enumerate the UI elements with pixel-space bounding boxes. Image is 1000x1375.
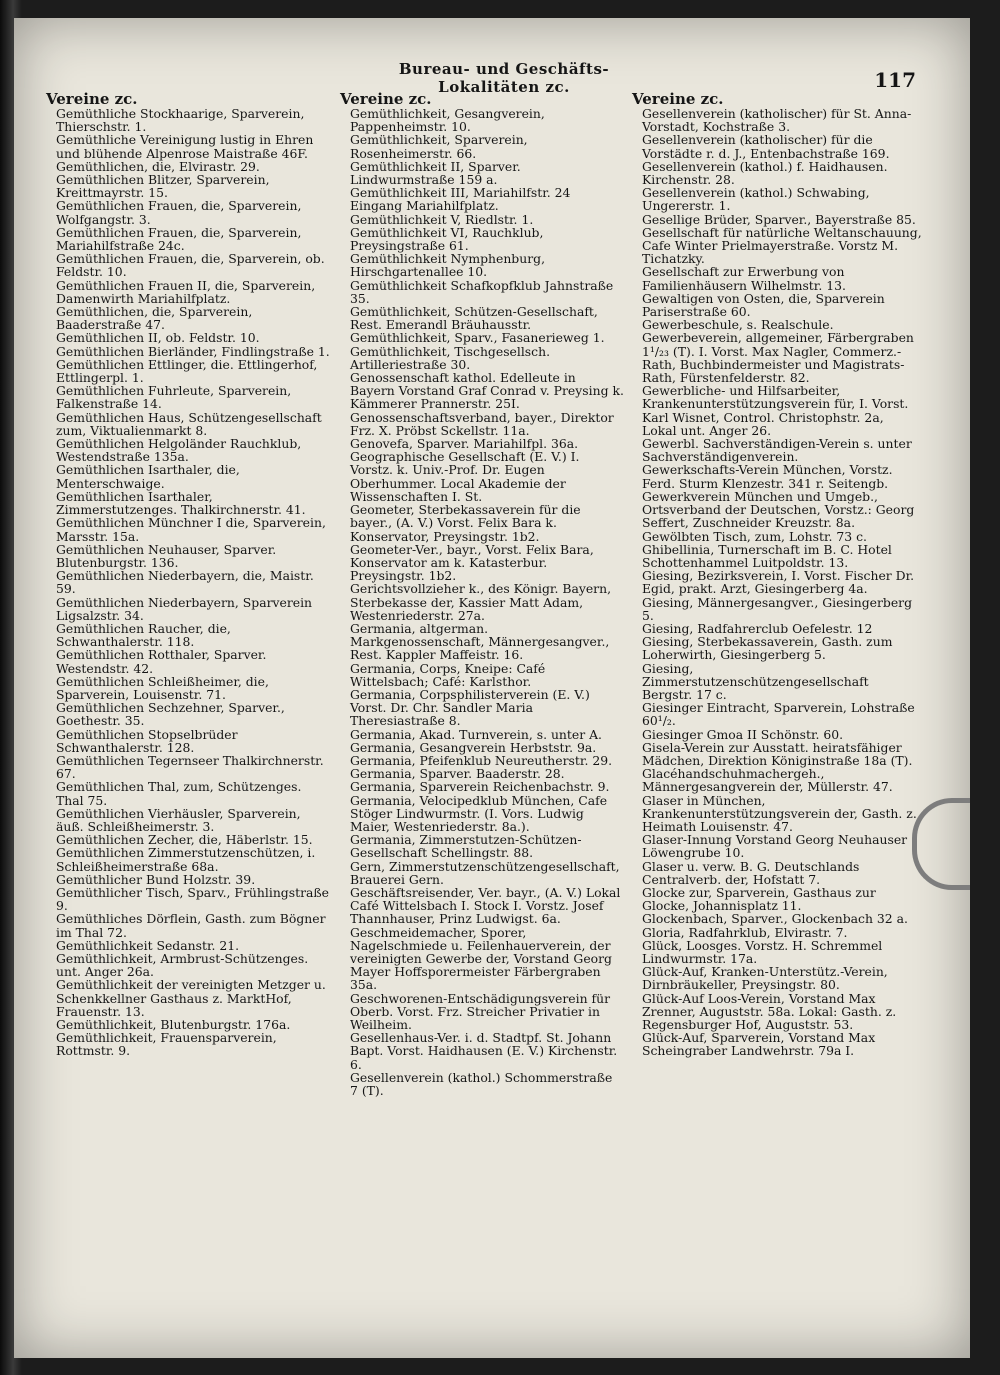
column-3	[632, 92, 922, 1058]
directory-entry: Gemüthlichen, die, Sparverein, Baaderstraße 47.	[56, 304, 253, 333]
directory-entry: Gewerkverein München und Umgeb., Ortsverband der Deutschen, Vorstz.: Georg Seffert, Zuschneider Kreuzstr. 8a.	[642, 488, 915, 531]
directory-entry: Gemüthlichen Tegernseer Thalkirchnerstr. 67.	[56, 752, 324, 782]
directory-entry: Gemüthlichen Rotthaler, Sparver. Westendstr. 42.	[56, 647, 267, 676]
directory-entry: Germania, Zimmerstutzen-Schützen-Gesellschaft Schellingstr. 88.	[350, 832, 582, 861]
directory-entry: Gemüthlichen Zimmerstutzenschützen, i. Schleißheimerstraße 68a.	[56, 845, 316, 874]
directory-entry: Gemüthlichkeit, Sparverein, Rosenheimerstr. 66.	[350, 132, 528, 161]
directory-entry: Geschworenen-Entschädigungsverein für Oberb. Vorst. Frz. Streicher Privatier in Weilheim.	[350, 990, 611, 1033]
directory-entry: Glockenbach, Sparver., Glockenbach 32 a.	[642, 911, 908, 927]
directory-entry: Gemüthlichkeit Nymphenburg, Hirschgartenallee 10.	[350, 251, 546, 280]
directory-entry: Gemüthlicher Tisch, Sparv., Frühlingstraße 9.	[56, 884, 329, 914]
directory-entry: Gemüthlichkeit II, Sparver. Lindwurmstraße 159 a.	[350, 158, 521, 188]
directory-entry: Gemüthlichen Fuhrleute, Sparverein, Falkenstraße 14.	[56, 383, 292, 412]
directory-entry: Glacéhandschuhmachergeh., Männergesangverein der, Müllerstr. 47.	[642, 766, 893, 795]
directory-entry: Gemüthlichkeit, Frauensparverein, Rottmstr. 9.	[56, 1030, 277, 1059]
directory-entry: Gewerbeverein, allgemeiner, Färbergraben 1¹/₂₃ (T). I. Vorst. Max Nagler, Commerz.-Rath, Buchbindermeister und Magistrats-Rath, Fürstenfelderstr. 82.	[642, 330, 914, 386]
directory-entry: Gemüthlichen Haus, Schützengesellschaft zum, Viktualienmarkt 8.	[56, 409, 322, 438]
directory-entry: Gemüthlicher Bund Holzstr. 39.	[56, 871, 256, 887]
directory-entry: Gemüthlichen, die, Elvirastr. 29.	[56, 158, 260, 174]
directory-entry: Genossenschaftsverband, bayer., Direktor Frz. X. Pröbst Sckellstr. 11a.	[350, 409, 614, 438]
directory-entry: Gesellenverein (kathol.) Schwabing, Ungererstr. 1.	[642, 185, 870, 214]
directory-entry: Gemüthlichen Frauen, die, Sparverein, Mariahilfstraße 24c.	[56, 224, 302, 254]
directory-entry: Gemüthlichkeit Schafkopfklub Jahnstraße 35.	[350, 277, 614, 306]
directory-entry: Gemüthlichkeit, Sparv., Fasanerieweg 1.	[350, 330, 605, 346]
column-2	[340, 92, 624, 1097]
directory-entry: Germania, Akad. Turnverein, s. unter A.	[350, 726, 602, 742]
directory-entry: Gewaltigen von Osten, die, Sparverein Pariserstraße 60.	[642, 290, 885, 320]
directory-entry: Gemüthliche Vereinigung lustig in Ehren und blühende Alpenrose Maistraße 46F.	[56, 132, 314, 161]
directory-entry: Gemüthlichkeit VI, Rauchklub, Preysingstraße 61.	[350, 224, 544, 254]
directory-entry: Giesing, Männergesangver., Giesingerberg 5.	[642, 594, 913, 623]
directory-entry: Gemüthlichen Münchner I die, Sparverein, Marsstr. 15a.	[56, 515, 326, 544]
directory-entry: Germania, altgerman. Markgenossenschaft, Männergesangver., Rest. Kappler Maffeistr. 16.	[350, 620, 610, 663]
directory-entry: Glück-Auf, Kranken-Unterstütz.-Verein, Dirnbräukeller, Preysingstr. 80.	[642, 964, 888, 993]
directory-entry: Gemüthlichen Frauen, die, Sparverein, Wolfgangstr. 3.	[56, 198, 302, 227]
directory-entry: Geometer, Sterbekassaverein für die bayer., (A. V.) Vorst. Felix Bara k. Konservator, Preysingstr. 1b2.	[350, 502, 581, 544]
directory-entry: Geometer-Ver., bayr., Vorst. Felix Bara, Konservator am k. Katasterbur. Preysingstr. 1b2.	[350, 541, 594, 584]
directory-entry: Gemüthlichen Bierländer, Findlingstraße 1.	[56, 343, 330, 359]
directory-entry: Gewerbliche- und Hilfsarbeiter, Krankenunterstützungsverein für, I. Vorst. Karl Wisnet, Control. Christophstr. 2a, Lokal unt. Anger 26.	[642, 383, 909, 438]
directory-entry: Gesellenverein (katholischer) für St. Anna-Vorstadt, Kochstraße 3.	[642, 106, 912, 135]
directory-entry: Ghibellinia, Turnerschaft im B. C. Hotel Schottenhammel Luitpoldstr. 13.	[642, 541, 892, 570]
directory-entry: Giesing, Bezirksverein, I. Vorst. Fischer Dr. Egid, prakt. Arzt, Giesingerberg 4a.	[642, 568, 915, 597]
directory-entry: Giesinger Eintracht, Sparverein, Lohstraße 60¹/₂.	[642, 700, 915, 729]
directory-entry: Gemüthlichen Isarthaler, die, Menterschwaige.	[56, 462, 240, 491]
directory-entry: Gemüthliches Dörflein, Gasth. zum Bögner im Thal 72.	[56, 911, 326, 940]
directory-entry: Gemüthlichen Sechzehner, Sparver., Goethestr. 35.	[56, 700, 285, 729]
directory-entry: Gesellenverein (kathol.) Schommerstraße 7 (T).	[350, 1069, 613, 1099]
directory-entry: Gemüthlichen Helgoländer Rauchklub, Westendstraße 135a.	[56, 436, 302, 465]
directory-entry: Gemüthlichen Zecher, die, Häberlstr. 15.	[56, 832, 313, 848]
directory-entry: Glück-Auf Loos-Verein, Vorstand Max Zrenner, Auguststr. 58a. Lokal: Gasth. z. Regensburger Hof, Auguststr. 53.	[642, 990, 897, 1033]
directory-entry: Gewölbten Tisch, zum, Lohstr. 73 c.	[642, 528, 867, 544]
directory-entry: Gesellenverein (kathol.) f. Haidhausen. Kirchenstr. 28.	[642, 158, 888, 188]
directory-entry: Gemüthlichen Niederbayern, Sparverein Ligsalzstr. 34.	[56, 594, 313, 623]
directory-entry: Glaser-Innung Vorstand Georg Neuhauser Löwengrube 10.	[642, 832, 908, 861]
section-label: Vereine zc.	[46, 90, 138, 108]
directory-entry: Germania, Pfeifenklub Neureutherstr. 29.	[350, 752, 613, 768]
directory-entry: Germania, Velocipedklub München, Cafe Stöger Lindwurmstr. (I. Vors. Ludwig Maier, Westenriederstr. 8a.).	[350, 792, 608, 834]
directory-entry: Gesellenverein (katholischer) für die Vorstädte r. d. J., Entenbachstraße 169.	[642, 132, 890, 161]
directory-entry: Gemüthlichkeit V, Riedlstr. 1.	[350, 211, 534, 227]
directory-entry: Gemüthlichen Thal, zum, Schützenges. Thal 75.	[56, 779, 302, 808]
directory-entry: Gemüthlichen Stopselbrüder Schwanthalerstr. 128.	[56, 726, 238, 755]
directory-entry: Gloria, Radfahrklub, Elvirastr. 7.	[642, 924, 848, 940]
directory-entry: Gemüthlichen Vierhäusler, Sparverein, äuß. Schleißheimerstr. 3.	[56, 805, 301, 834]
directory-entry: Germania, Gesangverein Herbststr. 9a.	[350, 739, 597, 755]
directory-entry: Geschäftsreisender, Ver. bayr., (A. V.) Lokal Café Wittelsbach I. Stock I. Vorstz. Josef Thannhauser, Prinz Ludwigst. 6a.	[350, 884, 621, 927]
directory-entry: Glaser in München, Krankenunterstützungsverein der, Gasth. z. Heimath Louisenstr. 47.	[642, 792, 917, 834]
directory-entry: Gemüthlichen Frauen, die, Sparverein, ob. Feldstr. 10.	[56, 251, 325, 280]
directory-entry: Glaser u. verw. B. G. Deutschlands Centralverb. der, Hofstatt 7.	[642, 858, 860, 887]
directory-entry: Gemüthlichkeit III, Mariahilfstr. 24 Eingang Mariahilfplatz.	[350, 185, 571, 214]
directory-entry: Gemüthlichkeit der vereinigten Metzger u. Schenkkellner Gasthaus z. MarktHof, Frauenstr. 13.	[56, 977, 326, 1019]
directory-entry: Glück, Loosges. Vorstz. H. Schremmel Lindwurmstr. 17a.	[642, 937, 883, 966]
column-1	[46, 92, 330, 1058]
directory-entry: Gemüthlichen Schleißheimer, die, Sparverein, Louisenstr. 71.	[56, 673, 269, 702]
directory-entry: Genossenschaft kathol. Edelleute in Bayern Vorstand Graf Conrad v. Preysing k. Kämmerer Prannerstr. 25I.	[350, 370, 624, 412]
directory-entry: Gemüthlichen Niederbayern, die, Maistr. 59.	[56, 568, 314, 597]
directory-entry: Gerichtsvollzieher k., des Königr. Bayern, Sterbekasse der, Kassier Matt Adam, Westenriederstr. 27a.	[350, 581, 612, 623]
directory-entry: Giesing, Zimmerstutzenschützengesellschaft Bergstr. 17 c.	[642, 660, 869, 702]
directory-entry: Gesellschaft für natürliche Weltanschauung, Cafe Winter Prielmayerstraße. Vorstz M. Tichatzky.	[642, 224, 922, 267]
directory-entry: Gern, Zimmerstutzenschützengesellschaft, Brauerei Gern.	[350, 858, 620, 887]
directory-entry: Gemüthlichen Frauen II, die, Sparverein, Damenwirth Mariahilfplatz.	[56, 277, 316, 306]
section-label: Vereine zc.	[340, 90, 432, 108]
directory-entry: Gemüthlichkeit, Blutenburgstr. 176a.	[56, 1017, 291, 1033]
directory-entry: Gemüthlichkeit Sedanstr. 21.	[56, 937, 240, 953]
section-label: Vereine zc.	[632, 90, 724, 108]
directory-entry: Gemüthlichen Blitzer, Sparverein, Kreittmayrstr. 15.	[56, 172, 270, 201]
directory-entry: Germania, Sparver. Baaderstr. 28.	[350, 766, 565, 782]
directory-entry: Gemüthlichkeit, Schützen-Gesellschaft, Rest. Emerandl Bräuhausstr.	[350, 304, 598, 333]
directory-entry: Gemüthlichkeit, Gesangverein, Pappenheimstr. 10.	[350, 106, 545, 135]
directory-entry: Gemüthliche Stockhaarige, Sparverein, Thierschstr. 1.	[56, 106, 305, 135]
directory-entry: Gewerkschafts-Verein München, Vorstz. Ferd. Sturm Klenzestr. 341 r. Seitengb.	[642, 462, 893, 491]
directory-entry: Germania, Corpsphilisterverein (E. V.) Vorst. Dr. Chr. Sandler Maria Theresiastraße 8.	[350, 686, 590, 729]
directory-entry: Glück-Auf, Sparverein, Vorstand Max Scheingraber Landwehrstr. 79a I.	[642, 1030, 876, 1059]
directory-entry: Gemüthlichen Neuhauser, Sparver. Blutenburgstr. 136.	[56, 541, 277, 570]
directory-entry: Gemüthlichkeit, Armbrust-Schützenges. unt. Anger 26a.	[56, 951, 309, 980]
running-header: Bureau- und Geschäfts-Lokalitäten zc.	[398, 60, 610, 96]
directory-entry: Gemüthlichen Isarthaler, Zimmerstutzenges. Thalkirchnerstr. 41.	[56, 488, 306, 518]
directory-entry: Giesing, Sterbekassaverein, Gasth. zum Loherwirth, Giesingerberg 5.	[642, 634, 893, 663]
directory-entry: Giesing, Radfahrerclub Oefelestr. 12	[642, 620, 873, 636]
directory-entry: Geographische Gesellschaft (E. V.) I. Vorstz. k. Univ.-Prof. Dr. Eugen Oberhummer. Local Akademie der Wissenschaften I. St.	[350, 449, 580, 504]
directory-entry: Giesinger Gmoa II Schönstr. 60.	[642, 726, 844, 742]
directory-entry: Germania, Corps, Kneipe: Café Wittelsbach; Café: Karlsthor.	[350, 660, 546, 689]
directory-entry: Gewerbl. Sachverständigen-Verein s. unter Sachverständigenverein.	[642, 436, 912, 465]
directory-entry: Gemüthlichen II, ob. Feldstr. 10.	[56, 330, 260, 346]
page-number: 117	[874, 68, 916, 92]
directory-entry: Gesellenhaus-Ver. i. d. Stadtpf. St. Johann Bapt. Vorst. Haidhausen (E. V.) Kirchenstr. 6.	[350, 1030, 618, 1072]
directory-entry: Gemüthlichen Ettlinger, die. Ettlingerhof, Ettlingerpl. 1.	[56, 356, 318, 386]
directory-entry: Gemüthlichkeit, Tischgesellsch. Artilleriestraße 30.	[350, 343, 551, 372]
directory-entry: Gemüthlichen Raucher, die, Schwanthalerstr. 118.	[56, 620, 231, 650]
directory-entry: Glocke zur, Sparverein, Gasthaus zur Glocke, Johannisplatz 11.	[642, 884, 876, 914]
directory-entry: Gesellige Brüder, Sparver., Bayerstraße 85.	[642, 211, 916, 227]
directory-entry: Gesellschaft zur Erwerbung von Familienhäusern Wilhelmstr. 13.	[642, 264, 846, 293]
directory-entry: Germania, Sparverein Reichenbachstr. 9.	[350, 779, 610, 795]
directory-entry: Gewerbeschule, s. Realschule.	[642, 317, 834, 333]
directory-entry: Genovefa, Sparver. Mariahilfpl. 36a.	[350, 436, 579, 452]
directory-entry: Gisela-Verein zur Ausstatt. heiratsfähiger Mädchen, Direktion Königinstraße 18a (T).	[642, 739, 913, 768]
directory-entry: Geschmeidemacher, Sporer, Nagelschmiede u. Feilenhauerverein, der vereinigten Gewerbe der, Vorstand Georg Mayer Hoffsporermeister Färbergraben 35a.	[350, 924, 612, 993]
directory-page	[14, 18, 970, 1358]
